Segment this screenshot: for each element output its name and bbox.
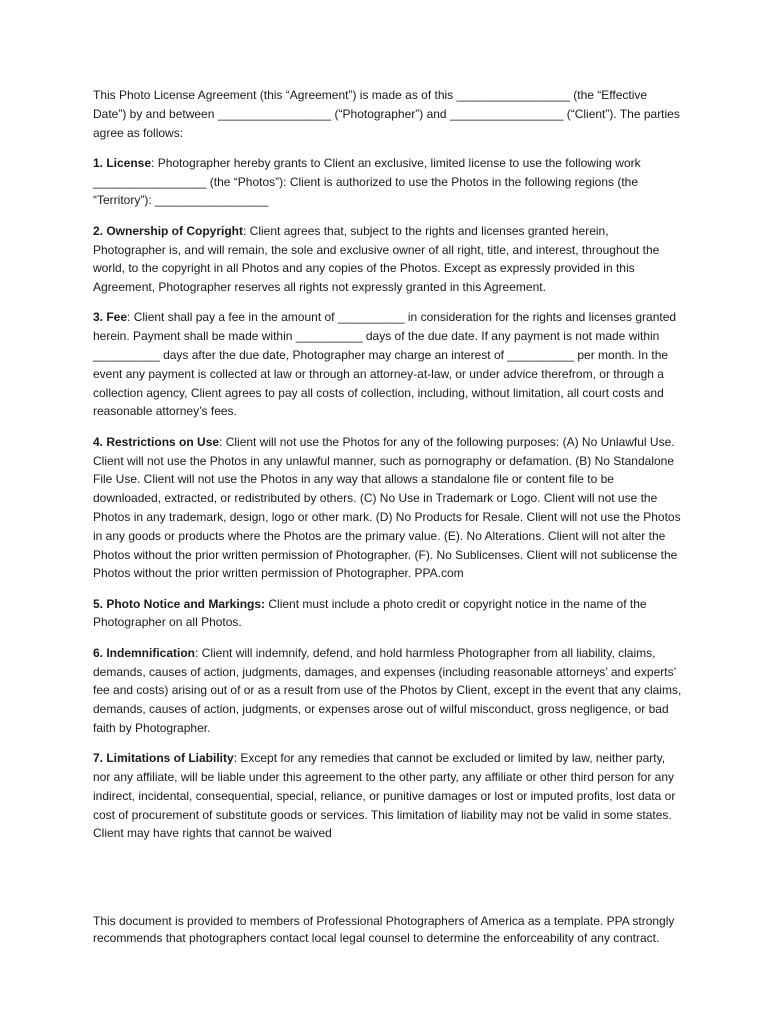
section-heading: 1. License [93, 155, 152, 170]
section-text: : Client will indemnify, defend, and hold harmless Photographer from all liability, claims, demands, causes of action, judgments, damages, and expenses (including reasonable attorneys’ and experts’ fee and costs) arising out of or as a result from use of the Photos by Client, except in the event that any claims, demands, causes of action, judgments, or expenses arose out of wilful misconduct, gross negligence, or bad faith by Photographer. [93, 645, 682, 735]
section-text: : Client shall pay a fee in the amount of __________ in consideration for the rights and licenses granted herein. Payment shall be made within __________ days of the due date. If any payment is not made within __________ days after the due date, Photographer may charge an interest of __________ per month. In the event any payment is collected at law or through an attorney-at-law, or under advice therefrom, or through a collection agency, Client agrees to pay all costs of collection, including, without limitation, all court costs and reasonable attorney’s fees. [93, 310, 677, 419]
section-heading: 6. Indemnification [93, 645, 196, 660]
section-text: : Client agrees that, subject to the rights and licenses granted herein, Photographer is, and will remain, the sole and exclusive owner of all right, title, and interest, throughout the world, to the copyright in all Photos and any copies of the Photos. Except as expressly provided in this Agreement, Photographer reserves all rights not expressly granted in this Agreement. [93, 223, 660, 295]
section-indemnification [93, 644, 683, 738]
section-ownership [93, 222, 683, 297]
section-heading: 2. Ownership of Copyright [93, 223, 244, 238]
ppa-disclaimer: This document is provided to members of Professional Photographers of America as a template. PPA strongly recommends that photographers contact local legal counsel to determine the enforceability of any contract. [93, 914, 675, 945]
section-restrictions [93, 433, 683, 583]
section-text: : Client will not use the Photos for any of the following purposes: (A) No Unlawful Use. Client will not use the Photos in any unlawful manner, such as pornography or defamation. (B) No Standalone File Use. Client will not use the Photos in any way that allows a standalone file or content file to be downloaded, extracted, or redistributed by others. (C) No Use in Trademark or Logo. Client will not use the Photos in any trademark, design, logo or other mark. (D) No Products for Resale. Client will not use the Photos in any goods or products where the Photos are the primary value. (E). No Alterations. Client will not alter the Photos without the prior written permission of Photographer. (F). No Sublicenses. Client will not sublicense the Photos without the prior written permission of Photographer. PPA.com [93, 434, 681, 581]
section-heading: 7. Limitations of Liability [93, 751, 234, 766]
section-limitations [93, 749, 683, 843]
section-text: Client must include a photo credit or copyright notice in the name of the Photographer on all Photos. [93, 596, 647, 630]
section-text: : Photographer hereby grants to Client an exclusive, limited license to use the following work _________________ (the “Photos”): Client is authorized to use the Photos in the following regions (the “Territory”): _________________ [93, 155, 641, 208]
section-fee [93, 308, 683, 421]
section-heading: 3. Fee [93, 310, 128, 325]
section-heading: 4. Restrictions on Use [93, 434, 220, 449]
intro-paragraph: This Photo License Agreement (this “Agreement”) is made as of this _________________ (the “Effective Date”) by and between _________________ (“Photographer”) and _________________ (“Client”). The parties agree as follows: [93, 88, 680, 140]
section-heading: 5. Photo Notice and Markings: [93, 596, 266, 611]
section-photo-notice [93, 595, 683, 633]
section-text: : Except for any remedies that cannot be excluded or limited by law, neither party, nor any affiliate, will be liable under this agreement to the other party, any affiliate or other third person for any indirect, incidental, consequential, special, reliance, or punitive damages or lost or imputed profits, lost data or cost of procurement of substitute goods or services. This limitation of liability may not be valid in some states. Client may have rights that cannot be waived [93, 751, 676, 841]
section-license [93, 154, 683, 210]
agreement-body [93, 86, 683, 855]
